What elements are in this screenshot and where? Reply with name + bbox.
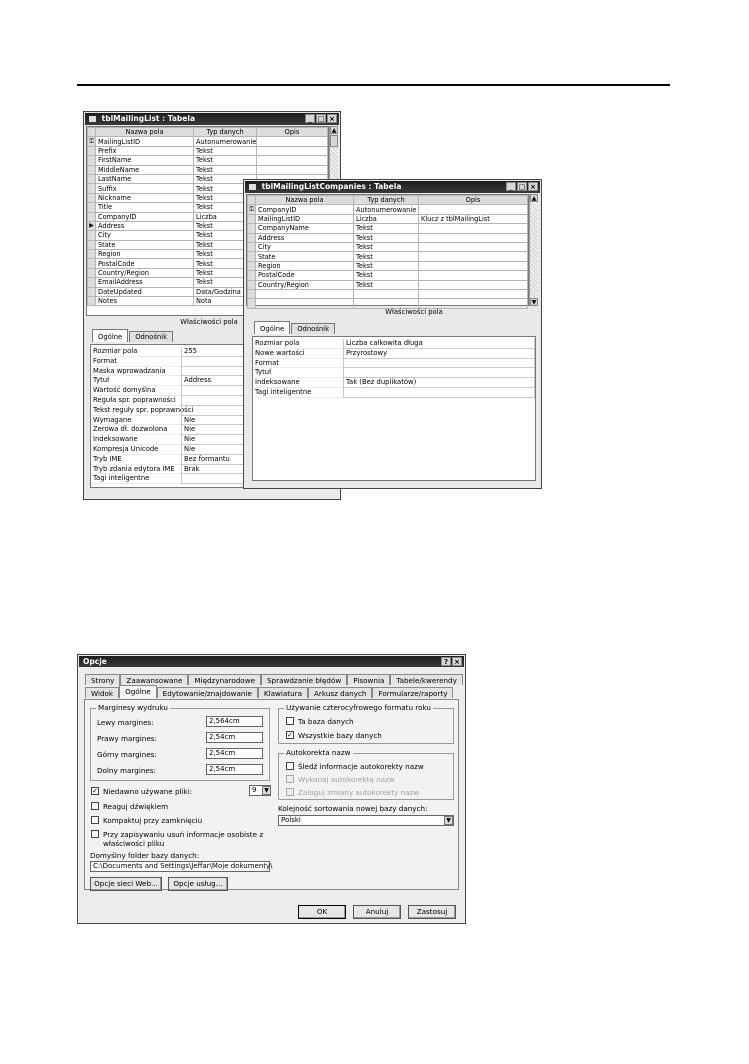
- data-type-cell[interactable]: Tekst: [194, 231, 257, 240]
- data-type-cell[interactable]: Tekst: [194, 278, 257, 287]
- field-name-cell[interactable]: Nickname: [96, 193, 194, 202]
- table-row[interactable]: [248, 299, 528, 308]
- name-autocorrect-group: [278, 748, 454, 800]
- description-cell[interactable]: [257, 165, 328, 174]
- field-name-cell[interactable]: Country/Region: [96, 268, 194, 277]
- compact-on-close-label: Kompaktuj przy zamknięciu: [103, 816, 203, 825]
- property-label: Maska wprowadzania: [91, 367, 181, 377]
- tab-general[interactable]: Ogólne: [92, 329, 128, 342]
- description-cell[interactable]: [257, 137, 328, 146]
- data-type-cell[interactable]: Tekst: [354, 261, 419, 270]
- description-cell[interactable]: Klucz z tblMailingList: [419, 214, 528, 223]
- row-selector[interactable]: [248, 214, 256, 223]
- property-value[interactable]: Bez formantu: [181, 455, 336, 465]
- scroll-up-button[interactable]: ▲: [531, 195, 537, 202]
- data-type-cell[interactable]: Tekst: [194, 240, 257, 249]
- service-options-button[interactable]: Opcje usług...: [168, 877, 228, 891]
- data-type-cell[interactable]: Tekst: [354, 233, 419, 242]
- left-margin-input[interactable]: 2,564cm: [206, 716, 263, 727]
- property-value[interactable]: [343, 368, 535, 378]
- dialog-title-bar[interactable]: [79, 656, 464, 667]
- column-header-field-name[interactable]: Nazwa pola: [96, 128, 194, 137]
- row-selector[interactable]: [88, 278, 96, 287]
- property-label: Zerowa dł. dozwolona: [91, 425, 181, 435]
- field-name-cell[interactable]: DateUpdated: [96, 287, 194, 296]
- row-selector[interactable]: [248, 289, 256, 298]
- data-type-cell[interactable]: [354, 299, 419, 308]
- property-label: Tagi inteligentne: [91, 474, 181, 484]
- tab-tabele-kwerendy[interactable]: Tabele/kwerendy: [390, 674, 462, 685]
- data-type-cell[interactable]: [354, 289, 419, 298]
- row-selector[interactable]: [88, 184, 96, 193]
- primary-key-icon[interactable]: ⚿: [89, 137, 94, 145]
- data-type-cell[interactable]: Data/Godzina: [194, 287, 257, 296]
- row-selector[interactable]: [88, 156, 96, 165]
- help-button[interactable]: ?: [441, 657, 451, 666]
- data-type-cell[interactable]: Tekst: [194, 174, 257, 183]
- default-folder-input[interactable]: C:\Documents and Settings\Jeffar\Moje dokumenty\: [90, 861, 270, 872]
- tab-arkusz-danych[interactable]: Arkusz danych: [308, 687, 372, 698]
- right-margin-input[interactable]: 2,54cm: [206, 732, 263, 743]
- maximize-button[interactable]: □: [317, 115, 325, 123]
- tab-pisownia[interactable]: Pisownia: [347, 674, 390, 685]
- field-name-cell[interactable]: Country/Region: [256, 280, 354, 289]
- column-header-description[interactable]: Opis: [419, 196, 528, 205]
- property-row[interactable]: [253, 388, 535, 398]
- column-header-description[interactable]: Opis: [257, 128, 328, 137]
- perform-autocorrect-checkbox[interactable]: [286, 775, 294, 783]
- property-label: Wymagane: [91, 416, 181, 426]
- row-selector[interactable]: [248, 242, 256, 251]
- chevron-down-icon[interactable]: ▼: [262, 786, 271, 795]
- property-row[interactable]: [253, 349, 535, 359]
- compact-on-close-checkbox[interactable]: [91, 816, 99, 824]
- data-type-cell[interactable]: Tekst: [194, 221, 257, 230]
- row-selector[interactable]: [88, 259, 96, 268]
- field-name-cell[interactable]: [256, 299, 354, 308]
- field-name-cell[interactable]: Region: [256, 261, 354, 270]
- data-type-cell[interactable]: Autonumerowanie: [194, 137, 257, 146]
- data-type-cell[interactable]: Tekst: [194, 184, 257, 193]
- current-row-icon[interactable]: ▶: [89, 222, 94, 230]
- table-row[interactable]: [248, 271, 528, 280]
- ok-button[interactable]: OK: [298, 905, 346, 919]
- field-name-cell[interactable]: MailingListID: [256, 214, 354, 223]
- apply-button[interactable]: Zastosuj: [408, 905, 456, 919]
- field-name-cell[interactable]: PostalCode: [256, 271, 354, 280]
- field-name-cell[interactable]: LastName: [96, 174, 194, 183]
- table-row[interactable]: [88, 137, 328, 146]
- property-label: Tryb zdania edytora IME: [91, 465, 181, 475]
- table-row[interactable]: [248, 280, 528, 289]
- options-dialog[interactable]: [77, 654, 466, 924]
- property-label: Format: [91, 357, 181, 367]
- field-name-cell[interactable]: PostalCode: [96, 259, 194, 268]
- description-cell[interactable]: [419, 233, 528, 242]
- table-icon: [89, 116, 96, 122]
- this-database-label: Ta baza danych: [298, 717, 354, 726]
- tab-klawiatura[interactable]: Klawiatura: [258, 687, 308, 698]
- property-label: Tekst reguły spr. poprawności: [93, 405, 194, 414]
- window-title: tblMailingListCompanies : Tabela: [261, 182, 402, 191]
- row-selector[interactable]: [248, 252, 256, 261]
- description-cell[interactable]: [257, 156, 328, 165]
- row-selector[interactable]: [88, 250, 96, 259]
- data-type-cell[interactable]: Tekst: [194, 203, 257, 212]
- recent-files-label: Niedawno używane pliki:: [103, 787, 193, 796]
- track-autocorrect-checkbox[interactable]: [286, 762, 294, 770]
- property-value[interactable]: Liczba całkowita długa: [343, 339, 535, 349]
- window-title-bar[interactable]: [245, 181, 540, 193]
- vertical-scrollbar[interactable]: [529, 194, 538, 306]
- dialog-title: Opcje: [83, 657, 107, 666]
- property-value[interactable]: Address: [181, 376, 336, 386]
- row-selector[interactable]: [88, 268, 96, 277]
- remove-personal-info-checkbox[interactable]: [91, 830, 99, 838]
- field-name-cell[interactable]: MailingListID: [96, 137, 194, 146]
- window-title: tblMailingList : Tabela: [101, 114, 196, 123]
- data-type-cell[interactable]: Tekst: [354, 280, 419, 289]
- row-selector[interactable]: [248, 261, 256, 270]
- sort-order-label: Kolejność sortowania nowej bazy danych:: [278, 804, 428, 813]
- property-label: Tytuł: [253, 368, 343, 378]
- tab-panel-general: [84, 699, 459, 890]
- remove-personal-info-label: Przy zapisywaniu usuń informacje osobiste z: [103, 830, 264, 839]
- column-header-data-type[interactable]: Typ danych: [354, 196, 419, 205]
- data-type-cell[interactable]: Tekst: [194, 250, 257, 259]
- all-databases-label: Wszystkie bazy danych: [298, 731, 382, 740]
- column-header-data-type[interactable]: Typ danych: [194, 128, 257, 137]
- field-name-cell[interactable]: State: [96, 240, 194, 249]
- data-type-cell[interactable]: Tekst: [194, 165, 257, 174]
- field-properties-grid[interactable]: [252, 336, 536, 481]
- table-row[interactable]: [88, 165, 328, 174]
- table-icon: [249, 184, 256, 190]
- tab-lookup[interactable]: Odnośnik: [129, 331, 173, 342]
- print-margins-group: [90, 703, 270, 781]
- data-type-cell[interactable]: Tekst: [194, 193, 257, 202]
- property-value[interactable]: Tak (Bez duplikatów): [343, 378, 535, 388]
- four-digit-year-group: [278, 703, 454, 744]
- tab-formularze-raporty[interactable]: Formularze/raporty: [372, 687, 453, 698]
- field-name-cell[interactable]: EmailAddress: [96, 278, 194, 287]
- log-autocorrect-label: Zaloguj zmiany autokorekty nazw: [298, 788, 420, 797]
- field-name-cell[interactable]: Address: [256, 233, 354, 242]
- field-name-cell[interactable]: Address: [96, 221, 194, 230]
- property-label: Indeksowane: [253, 378, 343, 388]
- window-title-bar[interactable]: [85, 113, 339, 125]
- field-name-cell[interactable]: Title: [96, 203, 194, 212]
- property-value[interactable]: Nie: [181, 445, 336, 455]
- data-type-cell[interactable]: Tekst: [194, 268, 257, 277]
- right-margin-label: Prawy margines:: [97, 734, 157, 743]
- property-value[interactable]: Nie: [181, 425, 336, 435]
- field-name-cell[interactable]: City: [256, 242, 354, 251]
- table-row[interactable]: [248, 205, 528, 214]
- row-selector[interactable]: [248, 233, 256, 242]
- field-name-cell[interactable]: FirstName: [96, 156, 194, 165]
- field-name-cell[interactable]: Prefix: [96, 146, 194, 155]
- scroll-down-button[interactable]: ▼: [531, 299, 537, 306]
- data-type-cell[interactable]: Autonumerowanie: [354, 205, 419, 214]
- field-grid[interactable]: [246, 194, 529, 306]
- description-cell[interactable]: [419, 252, 528, 261]
- field-name-cell[interactable]: MiddleName: [96, 165, 194, 174]
- web-options-button[interactable]: Opcje sieci Web...: [90, 877, 162, 891]
- tab-lookup[interactable]: Odnośnik: [291, 323, 335, 334]
- row-selector[interactable]: [88, 240, 96, 249]
- tab-ogólne[interactable]: Ogólne: [119, 685, 157, 698]
- tab-general[interactable]: Ogólne: [254, 321, 290, 334]
- tab-strony[interactable]: Strony: [85, 674, 120, 685]
- tab-międzynarodowe[interactable]: Międzynarodowe: [188, 674, 261, 685]
- row-selector[interactable]: [248, 280, 256, 289]
- description-cell[interactable]: [419, 224, 528, 233]
- perform-autocorrect-label: Wykonaj autokorektę nazw: [298, 775, 395, 784]
- property-label: Rozmiar pola: [253, 339, 343, 349]
- remove-personal-info-label-2: właściwości pliku: [103, 839, 165, 848]
- field-name-cell[interactable]: CompanyName: [256, 224, 354, 233]
- field-name-cell[interactable]: City: [96, 231, 194, 240]
- data-type-cell[interactable]: Liczba: [194, 212, 257, 221]
- log-autocorrect-checkbox[interactable]: [286, 788, 294, 796]
- row-selector[interactable]: [88, 287, 96, 296]
- property-label: Indeksowane: [91, 435, 181, 445]
- property-label: Tagi inteligentne: [253, 388, 343, 398]
- field-name-cell[interactable]: Region: [96, 250, 194, 259]
- data-type-cell[interactable]: Tekst: [354, 252, 419, 261]
- row-selector[interactable]: [248, 299, 256, 308]
- print-margins-label: Marginesy wydruku: [98, 703, 168, 712]
- table-row[interactable]: [248, 261, 528, 270]
- property-value[interactable]: 255: [181, 347, 336, 357]
- description-cell[interactable]: [419, 242, 528, 251]
- name-autocorrect-label: Autokorekta nazw: [286, 748, 351, 757]
- description-cell[interactable]: [419, 280, 528, 289]
- property-value[interactable]: Nie: [181, 416, 336, 426]
- row-selector[interactable]: [88, 146, 96, 155]
- track-autocorrect-label: Śledź informacje autokorekty nazw: [298, 762, 424, 771]
- column-header-field-name[interactable]: Nazwa pola: [256, 196, 354, 205]
- row-selector[interactable]: [248, 224, 256, 233]
- tab-zaawansowane[interactable]: Zaawansowane: [120, 674, 188, 685]
- property-value[interactable]: Brak: [181, 465, 336, 475]
- property-label: Reguła spr. poprawności: [91, 396, 181, 406]
- property-label: Tytuł: [91, 376, 181, 386]
- property-row[interactable]: [253, 368, 535, 378]
- data-type-cell[interactable]: Nota: [194, 297, 257, 306]
- property-label: Wartość domyślna: [91, 386, 181, 396]
- table-row[interactable]: [88, 156, 328, 165]
- all-databases-checkbox[interactable]: ✓: [287, 731, 293, 739]
- data-type-cell[interactable]: Tekst: [194, 259, 257, 268]
- default-folder-label: Domyślny folder bazy danych:: [90, 851, 200, 860]
- property-value[interactable]: [343, 359, 535, 369]
- data-type-cell[interactable]: Tekst: [354, 271, 419, 280]
- primary-key-icon[interactable]: ⚿: [249, 205, 254, 213]
- row-selector[interactable]: [88, 203, 96, 212]
- property-label: Kompresja Unicode: [91, 445, 181, 455]
- table-row[interactable]: [248, 252, 528, 261]
- data-type-cell[interactable]: Liczba: [354, 214, 419, 223]
- four-digit-year-label: Używanie czterocyfrowego formatu roku: [286, 703, 431, 712]
- close-button[interactable]: ×: [528, 182, 538, 191]
- data-type-cell[interactable]: Tekst: [354, 224, 419, 233]
- top-margin-input[interactable]: 2,54cm: [206, 748, 263, 759]
- table-row[interactable]: [248, 214, 528, 223]
- field-name-cell[interactable]: State: [256, 252, 354, 261]
- bottom-margin-input[interactable]: 2,54cm: [206, 764, 263, 775]
- beep-checkbox[interactable]: [91, 802, 99, 810]
- maximize-button[interactable]: □: [518, 183, 526, 191]
- property-value[interactable]: Nie: [181, 435, 336, 445]
- table-row[interactable]: [248, 224, 528, 233]
- top-margin-label: Górny margines:: [97, 750, 157, 759]
- table-row[interactable]: [248, 233, 528, 242]
- bottom-margin-label: Dolny margines:: [97, 766, 156, 775]
- page-rule: [77, 84, 670, 86]
- description-cell[interactable]: [419, 299, 528, 308]
- sort-order-select[interactable]: Polski: [278, 815, 454, 826]
- table-design-window-mailinglistcompanies[interactable]: [243, 179, 542, 489]
- property-row[interactable]: [253, 359, 535, 369]
- table-row[interactable]: [248, 242, 528, 251]
- property-label: Format: [253, 359, 343, 369]
- field-name-cell[interactable]: CompanyID: [256, 205, 354, 214]
- close-button[interactable]: ×: [327, 114, 337, 123]
- field-properties-label: Właściwości pola: [385, 308, 443, 316]
- description-cell[interactable]: [257, 146, 328, 155]
- description-cell[interactable]: [419, 261, 528, 270]
- left-margin-label: Lewy margines:: [97, 718, 154, 727]
- this-database-checkbox[interactable]: [286, 717, 294, 725]
- property-row[interactable]: [253, 339, 535, 349]
- row-selector[interactable]: [88, 212, 96, 221]
- scroll-up-button[interactable]: ▲: [331, 127, 337, 134]
- tab-widok[interactable]: Widok: [85, 687, 119, 698]
- selector-header: [88, 128, 96, 137]
- data-type-cell[interactable]: Tekst: [354, 242, 419, 251]
- table-row[interactable]: [88, 146, 328, 155]
- close-button[interactable]: ×: [452, 657, 462, 666]
- minimize-button[interactable]: _: [506, 182, 516, 191]
- table-row[interactable]: [248, 289, 528, 298]
- field-name-cell[interactable]: Suffix: [96, 184, 194, 193]
- property-value[interactable]: [343, 388, 535, 398]
- row-selector[interactable]: [88, 231, 96, 240]
- row-selector[interactable]: [88, 165, 96, 174]
- property-value[interactable]: Przyrostowy: [343, 349, 535, 359]
- scroll-thumb[interactable]: [330, 135, 338, 147]
- tab-edytowanie-znajdowanie[interactable]: Edytowanie/znajdowanie: [157, 687, 258, 698]
- description-cell[interactable]: [419, 271, 528, 280]
- description-cell[interactable]: [419, 289, 528, 298]
- field-name-cell[interactable]: [256, 289, 354, 298]
- field-name-cell[interactable]: CompanyID: [96, 212, 194, 221]
- data-type-cell[interactable]: Tekst: [194, 156, 257, 165]
- description-cell[interactable]: [419, 205, 528, 214]
- property-label: Tryb IME: [91, 455, 181, 465]
- row-selector[interactable]: [248, 271, 256, 280]
- chevron-down-icon[interactable]: ▼: [444, 816, 453, 825]
- row-selector[interactable]: [88, 193, 96, 202]
- selector-header: [248, 196, 256, 205]
- data-type-cell[interactable]: Tekst: [194, 146, 257, 155]
- beep-label: Reaguj dźwiękiem: [103, 802, 169, 811]
- field-name-cell[interactable]: Notes: [96, 297, 194, 306]
- recent-files-count-select[interactable]: 9: [249, 785, 271, 796]
- minimize-button[interactable]: _: [305, 114, 315, 123]
- row-selector[interactable]: [88, 174, 96, 183]
- property-row[interactable]: [253, 378, 535, 388]
- field-properties-label: Właściwości pola: [180, 318, 238, 326]
- property-label: Rozmiar pola: [91, 347, 181, 357]
- recent-files-checkbox[interactable]: ✓: [92, 787, 98, 795]
- row-selector[interactable]: [88, 297, 96, 306]
- cancel-button[interactable]: Anuluj: [353, 905, 401, 919]
- property-label: Nowe wartości: [253, 349, 343, 359]
- tab-sprawdzanie-błędów[interactable]: Sprawdzanie błędów: [261, 674, 347, 685]
